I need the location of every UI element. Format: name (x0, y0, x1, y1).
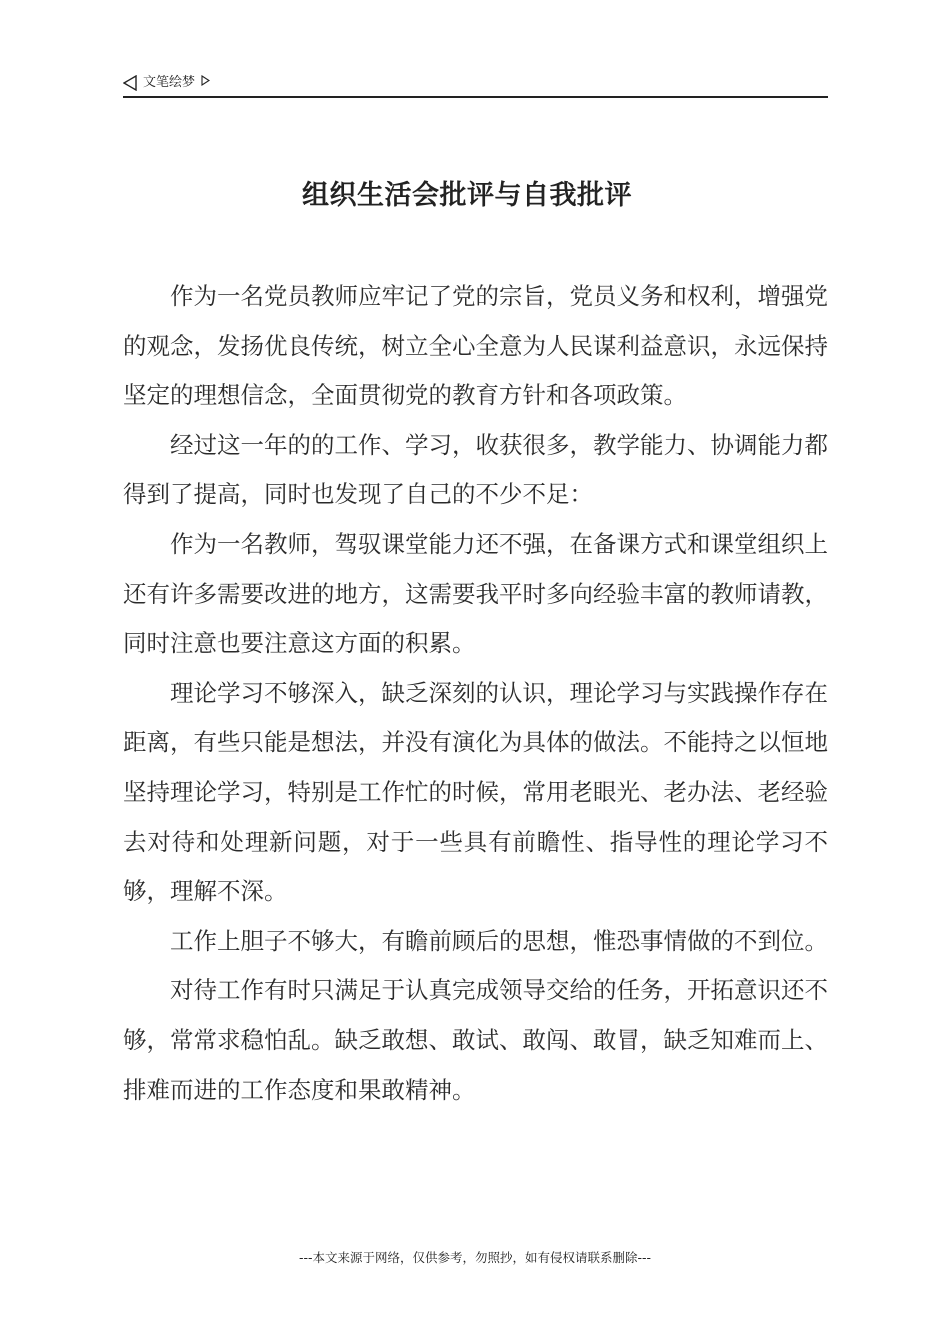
paragraph: 作为一名党员教师应牢记了党的宗旨，党员义务和权利，增强党的观念，发扬优良传统，树立全心全意为人民谋利益意识，永远保持坚定的理想信念，全面贯彻党的教育方针和各项政策。 (123, 282, 828, 410)
paragraph: 经过这一年的的工作、学习，收获很多，教学能力、协调能力都得到了提高，同时也发现了自己的不少不足： (123, 430, 828, 509)
paragraph: 对待工作有时只满足于认真完成领导交给的任务，开拓意识还不够，常常求稳怕乱。缺乏敢想、敢试、敢闯、敢冒，缺乏知难而上、排难而进的工作态度和果敢精神。 (123, 976, 828, 1104)
paragraph: 理论学习不够深入，缺乏深刻的认识，理论学习与实践操作存在距离，有些只能是想法，并没有演化为具体的做法。不能持之以恒地坚持理论学习，特别是工作忙的时候，常用老眼光、老办法、老经验去对待和处理新问题，对于一些具有前瞻性、指导性的理论学习不够，理解不深。 (123, 678, 828, 906)
triangle-right-outline-icon (201, 75, 210, 86)
page-header (123, 72, 828, 98)
paragraph: 作为一名教师，驾驭课堂能力还不强，在备课方式和课堂组织上还有许多需要改进的地方，这需要我平时多向经验丰富的教师请教，同时注意也要注意这方面的积累。 (123, 529, 828, 658)
document-body (123, 272, 828, 1115)
triangle-left-outline-icon (123, 75, 137, 91)
header-brand-text: 文笔绘梦 (143, 75, 196, 90)
paragraph: 工作上胆子不够大，有瞻前顾后的思想，惟恐事情做的不到位。 (170, 926, 828, 955)
document-title: 组织生活会批评与自我批评 (302, 180, 632, 211)
header-brand (123, 75, 210, 91)
page-footer-disclaimer: ---本文来源于网络，仅供参考，勿照抄，如有侵权请联系删除--- (298, 1250, 652, 1265)
